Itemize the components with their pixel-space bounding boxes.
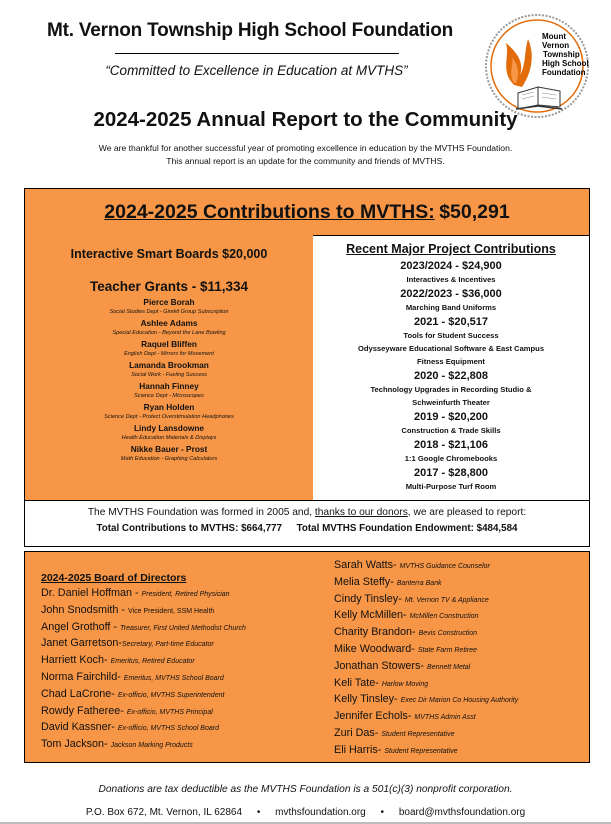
- summary-text-underlined: thanks to our donors: [314, 507, 408, 518]
- board-member: [334, 625, 584, 642]
- bullet-separator-icon: •: [380, 807, 385, 818]
- grant-item: [25, 318, 313, 336]
- member-name: Sarah Watts-: [334, 559, 400, 571]
- member-role: Bevis Construction: [418, 630, 477, 638]
- member-role: Jackson Marking Products: [110, 742, 193, 750]
- member-name: Tom Jackson-: [41, 738, 111, 751]
- contributions-details: [24, 235, 314, 501]
- project-description: Schweinfurth Theater: [412, 398, 490, 407]
- bullet-separator-icon: •: [256, 807, 261, 818]
- project-description: Interactives & Incentives: [406, 275, 496, 284]
- grant-item: [25, 402, 313, 420]
- member-role: Mt. Vernon TV & Appliance: [404, 596, 489, 604]
- summary-statement: [25, 507, 589, 518]
- board-member: [334, 642, 584, 659]
- smart-boards-contribution: Interactive Smart Boards $20,000: [70, 247, 268, 261]
- summary-text-before: The MVTHS Foundation was formed in 2005 and,: [87, 507, 315, 518]
- total-contributions: Total Contributions to MVTHS: $664,777: [96, 523, 282, 534]
- member-role: Emeritus, MVTHS School Board: [123, 674, 224, 682]
- board-member: [41, 670, 331, 687]
- logo-line-5: Foundation: [542, 68, 586, 77]
- contributions-heading: 2024-2025 Contributions to MVTHS:: [104, 201, 435, 223]
- project-description: Fitness Equipment: [417, 357, 485, 366]
- member-name: Norma Fairchild-: [41, 670, 124, 683]
- project-description: Odysseyware Educational Software & East Campus: [357, 344, 545, 353]
- intro-text: [0, 142, 611, 167]
- grant-recipient: Ryan Holden: [143, 402, 195, 412]
- foundation-summary: [24, 500, 590, 547]
- project-year-amount: 2019 - $20,200: [413, 411, 488, 423]
- member-role: Treasurer, First United Methodist Church: [120, 624, 246, 632]
- title-divider: [115, 53, 399, 54]
- member-role: Secretary, Part-time Educator: [122, 641, 214, 649]
- board-member: [334, 709, 584, 726]
- member-name: Kelly Tinsley-: [334, 693, 401, 706]
- member-name: Keli Tate-: [334, 676, 382, 689]
- foundation-seal-icon: [484, 13, 590, 119]
- member-role: President, Retired Physician: [141, 591, 230, 598]
- grant-description: Science Dept - Microscopes: [134, 393, 204, 399]
- project-year-amount: 2021 - $20,517: [413, 316, 488, 328]
- grant-description: Social Work - Fueling Success: [131, 372, 207, 378]
- totals-line: [25, 523, 589, 534]
- member-name: Jennifer Echols-: [334, 710, 415, 723]
- board-member: [41, 720, 331, 737]
- recent-projects-heading: Recent Major Project Contributions: [346, 242, 556, 256]
- member-role: Student Representative: [384, 747, 458, 755]
- grant-recipient: Nikke Bauer - Prost: [130, 444, 208, 454]
- board-member: [334, 743, 584, 760]
- board-member: [334, 692, 584, 709]
- board-member: [41, 603, 331, 620]
- grant-description: Science Dept - Protect Overstimulation Headphones: [104, 414, 234, 420]
- member-name: Kelly McMillen-: [334, 609, 410, 622]
- member-name: Mike Woodward-: [334, 642, 418, 655]
- mailing-address: P.O. Box 672, Mt. Vernon, IL 62864: [85, 807, 243, 818]
- member-role: Harlow Moving: [381, 680, 429, 688]
- board-member: [41, 737, 331, 754]
- member-name: Angel Grothoff -: [41, 620, 121, 633]
- intro-line-1: We are thankful for another successful year of promoting excellence in education by the MVTHS Foundation.: [98, 143, 513, 153]
- project-description: Construction & Trade Skills: [401, 426, 501, 435]
- board-column-right: [334, 558, 584, 760]
- member-role: Ex-officio, MVTHS Principal: [126, 708, 213, 716]
- grant-recipient: Hannah Finney: [139, 381, 199, 391]
- teacher-grants-title: Teacher Grants - $11,334: [89, 279, 249, 294]
- member-role: Vice President, SSM Health: [128, 607, 215, 615]
- tagline: “Committed to Excellence in Education at MVTHS”: [105, 63, 408, 78]
- intro-line-2: This annual report is an update for the community and friends of MVTHS.: [166, 155, 445, 166]
- member-name: John Snodsmith -: [41, 603, 129, 616]
- member-name: Chad LaCrone-: [41, 687, 118, 700]
- board-column-left: [41, 572, 331, 754]
- project-year-amount: 2017 - $28,800: [413, 467, 488, 479]
- grant-description: Social Studies Dept - Gimkit Group Subscription: [109, 309, 229, 315]
- member-name: Rowdy Fatheree-: [41, 704, 127, 717]
- board-of-directors: [24, 551, 590, 763]
- member-name: Melia Steffy-: [334, 575, 397, 588]
- project-description: 1:1 Google Chromebooks: [404, 454, 498, 463]
- project-year-amount: 2023/2024 - $24,900: [400, 260, 502, 272]
- member-role: MVTHS Admin Asst: [414, 714, 476, 722]
- contributions-amount: $50,291: [439, 201, 510, 223]
- board-member: [334, 659, 584, 676]
- teacher-grants-list: [25, 297, 313, 462]
- project-description: Marching Band Uniforms: [405, 303, 497, 312]
- member-name: Jonathan Stowers-: [334, 659, 428, 672]
- grant-item: [25, 444, 313, 462]
- logo-line-3: Township: [543, 50, 580, 59]
- grant-recipient: Pierce Borah: [143, 297, 195, 307]
- logo-line-1: Mount: [542, 32, 566, 41]
- grant-recipient: Raquel Bliffen: [141, 339, 197, 349]
- contact-footer: [0, 807, 611, 818]
- member-role: State Farm Retiree: [417, 646, 477, 654]
- board-member: [41, 704, 331, 721]
- board-member: [334, 575, 584, 592]
- board-member: [334, 726, 584, 743]
- board-member: [334, 592, 584, 609]
- grant-item: [25, 381, 313, 399]
- organization-title: Mt. Vernon Township High School Foundation: [46, 20, 454, 41]
- project-year-amount: 2020 - $22,808: [413, 370, 488, 382]
- board-member: [334, 608, 584, 625]
- recent-projects: [313, 235, 590, 501]
- member-name: Eli Harris-: [334, 743, 385, 756]
- tax-disclaimer: Donations are tax deductible as the MVTHS Foundation is a 501(c)(3) nonprofit corporation.: [98, 784, 513, 795]
- member-role: MVTHS Guidance Counselor: [399, 563, 490, 570]
- board-member: [334, 558, 584, 575]
- member-role: Ex-officio, MVTHS Superintendent: [117, 691, 225, 699]
- member-role: McMillen Construction: [409, 613, 479, 621]
- board-member: [41, 653, 331, 670]
- report-title: 2024-2025 Annual Report to the Community: [93, 108, 518, 131]
- member-role: Exec Dir Marion Co Housing Authority: [400, 697, 519, 705]
- total-endowment: Total MVTHS Foundation Endowment: $484,584: [296, 523, 518, 534]
- grant-recipient: Lamanda Brookman: [129, 360, 209, 370]
- member-name: Charity Brandon-: [334, 626, 419, 639]
- member-role: Student Representative: [381, 730, 455, 738]
- project-description: Tools for Student Success: [403, 331, 499, 340]
- project-description: Multi-Purpose Turf Room: [405, 482, 497, 491]
- project-description: Technology Upgrades in Recording Studio &: [370, 385, 532, 394]
- member-name: Zuri Das-: [334, 726, 382, 739]
- member-name: Cindy Tinsley-: [334, 592, 405, 605]
- project-year-amount: 2018 - $21,106: [413, 439, 488, 451]
- logo-line-4: High School: [542, 59, 589, 68]
- grant-description: Health Education Materials & Displays: [121, 435, 217, 441]
- member-role: Ex-officio, MVTHS School Board: [117, 725, 219, 733]
- member-name: Janet Garretson-: [41, 637, 123, 650]
- project-year-amount: 2022/2023 - $36,000: [400, 288, 502, 300]
- member-name: Harriett Koch-: [41, 654, 111, 667]
- member-role: Bennett Metal: [427, 663, 471, 671]
- board-heading: 2024-2025 Board of Directors: [41, 572, 187, 584]
- grant-recipient: Lindy Lansdowne: [133, 423, 205, 433]
- contributions-header: [24, 188, 590, 236]
- grant-item: [25, 297, 313, 315]
- board-member: [41, 620, 331, 637]
- grant-recipient: Ashlee Adams: [140, 318, 198, 328]
- project-list: [313, 260, 589, 493]
- board-member: [41, 586, 331, 603]
- logo-line-2: Vernon: [542, 41, 570, 50]
- grant-description: Math Education - Graphing Calculators: [120, 456, 218, 462]
- member-name: David Kassner-: [41, 721, 118, 734]
- summary-text-after: , we are pleased to report:: [407, 507, 527, 518]
- grant-description: Special Education - Beyond the Lane Bowling: [112, 330, 226, 336]
- grant-description: English Dept - Mirrors for Movement: [124, 351, 214, 357]
- grant-item: [25, 360, 313, 378]
- member-role: Banterra Bank: [396, 579, 442, 587]
- board-member: [334, 676, 584, 693]
- email-link[interactable]: board@mvthsfoundation.org: [398, 807, 526, 818]
- grant-item: [25, 423, 313, 441]
- board-member: [41, 636, 331, 653]
- website-link[interactable]: mvthsfoundation.org: [275, 807, 366, 818]
- member-role: Emeritus, Retired Educator: [110, 658, 195, 666]
- board-member: [41, 687, 331, 704]
- grant-item: [25, 339, 313, 357]
- member-name: Dr. Daniel Hoffman -: [41, 587, 142, 599]
